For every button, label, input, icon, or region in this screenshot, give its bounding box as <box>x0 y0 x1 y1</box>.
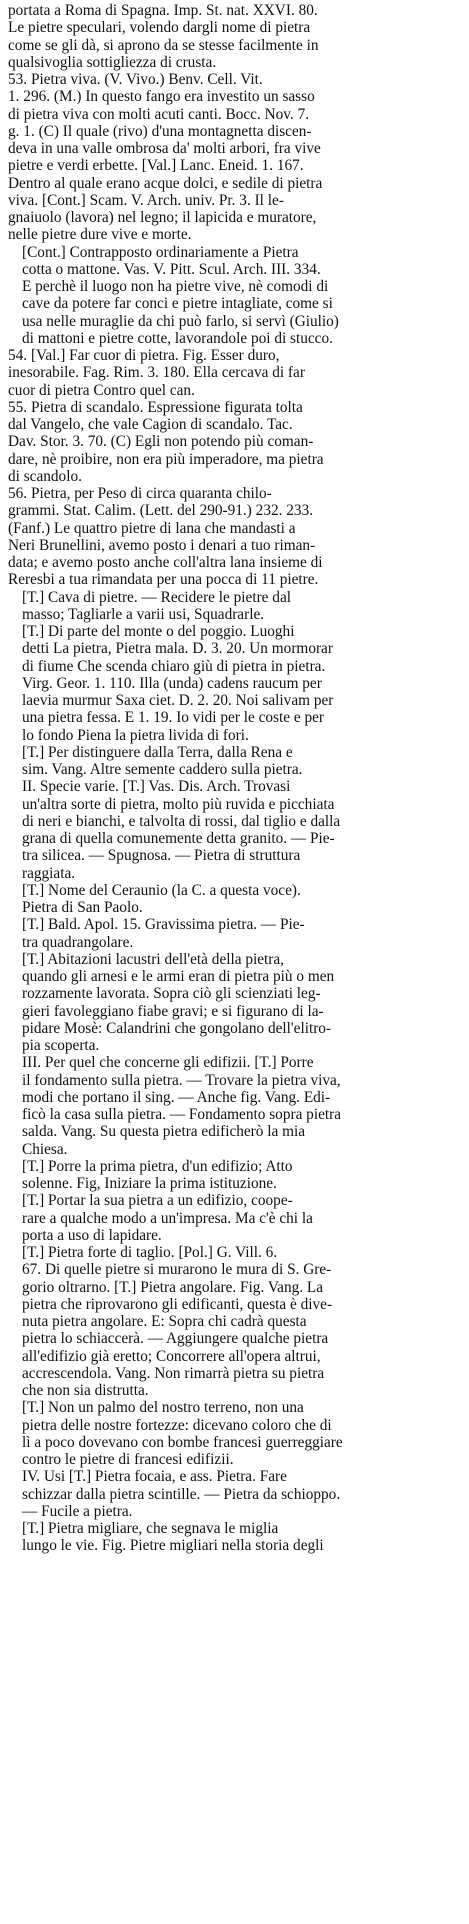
text-line: pietra lo schiaccerà. — Aggiungere qualche pietra <box>22 1330 329 1348</box>
entry-paragraph <box>8 399 462 485</box>
entry-paragraph <box>8 244 462 348</box>
text-line: Reresbi a tua rimandata per una pocca di 11 pietre. <box>8 571 319 589</box>
entry-paragraph <box>8 1468 462 1520</box>
text-line: Le pietre speculari, volendo dargli nome di pietra <box>8 19 311 37</box>
text-line: lo fondo Piena la pietra livida di fori. <box>22 726 249 744</box>
text-line: deva in una valle ombrosa da' molti arbori, fra vive <box>8 140 321 157</box>
text-line: [T.] Pietra migliare, che segnava le miglia <box>22 1520 279 1537</box>
text-line: ficò la casa sulla pietra. — Fondamento sopra pietra <box>22 1106 342 1123</box>
text-line: tra silicea. — Spugnosa. — Pietra di struttura <box>22 847 301 865</box>
text-line: nuta pietra angolare. E: Sopra chi cadrà questa <box>22 1313 307 1330</box>
text-line: lungo le vie. Fig. Pietre migliari nella storia degli <box>22 1537 324 1555</box>
text-line: dal Vangelo, che vale Cagion di scandalo. Tac. <box>8 416 293 433</box>
text-line: rozzamente lavorata. Sopra ciò gli scienziati leg- <box>22 985 321 1003</box>
text-line: pietra delle nostre fortezze: dicevano coloro che di <box>22 1416 332 1434</box>
text-line: Dav. Stor. 3. 70. (C) Egli non potendo più coman- <box>8 433 314 451</box>
text-line: Chiesa. <box>22 1140 68 1158</box>
text-line: che non sia distrutta. <box>22 1382 149 1399</box>
entry-paragraph <box>8 778 462 882</box>
text-line: sim. Vang. Altre semente caddero sulla pietra. <box>22 761 303 778</box>
text-line: come se gli dà, si aprono da se stesse facilmente in <box>8 36 319 54</box>
text-line: gnaiuolo (lavora) nel legno; il lapicida e muratore, <box>8 209 317 226</box>
text-line: [T.] Pietra forte di taglio. [Pol.] G. Vill. 6. <box>22 1244 278 1261</box>
text-line: IV. Usi [T.] Pietra focaia, e ass. Pietra. Fare <box>22 1468 287 1486</box>
entry-paragraph <box>8 347 462 399</box>
text-line: grana di quella comunemente detta granito. — Pie- <box>22 830 335 847</box>
text-line: portata a Roma di Spagna. Imp. St. nat. XXVI. 80. <box>8 2 318 19</box>
text-line: 53. Pietra viva. (V. Vivo.) Benv. Cell. Vit. <box>8 71 263 88</box>
text-line: [Cont.] Contrapposto ordinariamente a Pietra <box>22 243 299 261</box>
entry-paragraph <box>8 882 462 917</box>
entry-paragraph <box>8 951 462 1055</box>
entry-paragraph <box>8 744 462 779</box>
text-line: nelle pietre dure vive e morte. <box>8 226 192 244</box>
text-line: 54. [Val.] Far cuor di pietra. Fig. Esser duro, <box>8 347 280 364</box>
entry-paragraph <box>8 2 462 71</box>
text-line: 55. Pietra di scandalo. Espressione figurata tolta <box>8 398 303 416</box>
text-line: accrescendola. Vang. Non rimarrà pietra su pietra <box>22 1364 325 1382</box>
text-line: masso; Tagliarle a varii usi, Squadrarle. <box>22 605 265 623</box>
text-line: schizzar dalla pietra scintille. — Pietra da schioppo. <box>22 1485 341 1503</box>
text-line: [T.] Bald. Apol. 15. Gravissima pietra. — Pie- <box>22 916 305 934</box>
text-line: di pietra viva con molti acuti canti. Bocc. Nov. 7. <box>8 105 310 123</box>
text-line: il fondamento sulla pietra. — Trovare la pietra viva, <box>22 1071 341 1089</box>
text-line: di neri e bianchi, e talvolta di rossi, dal tiglio e dalla <box>22 812 341 830</box>
entry-paragraph <box>8 589 462 624</box>
text-line: tra quadrangolare. <box>22 933 134 951</box>
entry-paragraph <box>8 1399 462 1468</box>
text-line: pia scoperta. <box>22 1037 100 1054</box>
text-line: detti La pietra, Pietra mala. D. 3. 20. Un mormorar <box>22 640 333 658</box>
text-line: usa nelle muraglie da chi può farlo, si servì (Giulio) <box>22 312 339 330</box>
text-line: gorio oltrarno. [T.] Pietra angolare. Fig. Vang. La <box>22 1278 324 1296</box>
entry-paragraph <box>8 485 462 589</box>
text-line: raggiata. <box>22 864 76 882</box>
text-line: rare a qualche modo a un'impresa. Ma c'è chi la <box>22 1209 313 1227</box>
text-line: un'altra sorte di pietra, molto più ruvida e picchiata <box>22 795 335 813</box>
text-line: pietra che riprovarono gli edificanti, questa è dive- <box>22 1295 333 1313</box>
text-line: 67. Di quelle pietre si murarono le mura di S. Gre- <box>22 1261 332 1279</box>
entry-paragraph <box>8 1244 462 1399</box>
text-line: E perchè il luogo non ha pietre vive, nè comodi di <box>22 278 329 295</box>
text-line: 56. Pietra, per Peso di circa quaranta chilo- <box>8 485 272 502</box>
text-line: qualsivoglia sottigliezza di crusta. <box>8 53 217 71</box>
text-line: cuor di pietra Contro quel can. <box>8 381 195 399</box>
entry-paragraph <box>8 623 462 744</box>
text-line: cave da potere far conci e pietre intagliate, come si <box>22 295 333 313</box>
text-line: Pietra di San Paolo. <box>22 899 143 916</box>
text-line: pidare Mosè: Calandrini che gongolano dell'elitro- <box>22 1019 332 1037</box>
text-line: [T.] Abitazioni lacustri dell'età della pietra, <box>22 950 284 968</box>
text-line: cotta o mattone. Vas. V. Pitt. Scul. Arch. III. 334. <box>22 260 321 278</box>
text-line: Virg. Geor. 1. 110. Illa (unda) cadens raucum per <box>22 674 322 692</box>
text-line: di scandolo. <box>8 467 82 485</box>
text-line: quando gli arnesi e le armi eran di pietra più o men <box>22 968 335 985</box>
text-line: inesorabile. Fag. Rim. 3. 180. Ella cercava di far <box>8 364 305 382</box>
text-line: [T.] Per distinguere dalla Terra, dalla Rena e <box>22 743 293 761</box>
entry-paragraph <box>8 1054 462 1158</box>
entry-paragraph <box>8 1158 462 1193</box>
text-line: dare, nè proibire, non era più imperadore, ma pietra <box>8 450 324 468</box>
text-line: (Fanf.) Le quattro pietre di lana che mandasti a <box>8 519 296 537</box>
text-line: grammi. Stat. Calim. (Lett. del 290-91.) 232. 233. <box>8 502 314 520</box>
text-line: [T.] Portar la sua pietra a un edifizio, coope- <box>22 1192 293 1210</box>
text-line: [T.] Nome del Ceraunio (la C. a questa voce). <box>22 881 301 899</box>
text-line: III. Per quel che concerne gli edifizii. [T.] Porre <box>22 1054 314 1072</box>
text-line: gieri favoleggiano fiabe gravi; e si figurano di la- <box>22 1002 324 1020</box>
text-line: [T.] Non un palmo del nostro terreno, non una <box>22 1399 304 1417</box>
text-line: salda. Vang. Su questa pietra edificherò la mia <box>22 1123 306 1141</box>
text-line: una pietra fessa. E 1. 19. Io vidi per le coste e per <box>22 709 325 727</box>
text-line: g. 1. (C) Il quale (rivo) d'una montagnetta discen- <box>8 122 312 140</box>
text-line: contro le pietre di francesi edifizii. <box>22 1451 234 1468</box>
text-line: viva. [Cont.] Scam. V. Arch. univ. Pr. 3. Il le- <box>8 191 284 209</box>
entry-paragraph <box>8 1192 462 1244</box>
text-line: data; e avemo posto anche coll'altra lana insieme di <box>8 554 323 571</box>
text-line: [T.] Di parte del monte o del poggio. Luoghi <box>22 623 295 640</box>
text-line: modi che portano il sing. — Anche fig. Vang. Edi- <box>22 1088 331 1106</box>
text-line: Dentro al quale erano acque dolci, e sedile di pietra <box>8 174 323 192</box>
text-line: — Fucile a pietra. <box>22 1502 133 1520</box>
text-line: lì a poco dovevano con bombe francesi guerreggiare <box>22 1433 343 1451</box>
text-line: II. Specie varie. [T.] Vas. Dis. Arch. Trovasi <box>22 778 291 796</box>
text-line: di mattoni e pietre cotte, lavorandole poi di stucco. <box>22 329 333 347</box>
text-line: di fiume Che scenda chiaro giù di pietra in pietra. <box>22 657 326 675</box>
text-line: 1. 296. (M.) In questo fango era investito un sasso <box>8 88 315 106</box>
entry-paragraph <box>8 1520 462 1555</box>
text-line: laevia murmur Saxa ciet. D. 2. 20. Noi salivam per <box>22 692 334 709</box>
entry-paragraph <box>8 71 462 244</box>
text-line: [T.] Cava di pietre. — Recidere le pietre dal <box>22 588 291 606</box>
text-line: [T.] Porre la prima pietra, d'un edifizio; Atto <box>22 1157 293 1175</box>
text-line: porta a uso di lapidare. <box>22 1226 162 1244</box>
text-line: all'edifizio già eretto; Concorrere all'opera altrui, <box>22 1347 321 1365</box>
text-line: Neri Brunellini, avemo posto i denari a tuo riman- <box>8 536 316 554</box>
entry-paragraph <box>8 916 462 951</box>
text-line: pietre e verdi erbette. [Val.] Lanc. Eneid. 1. 167. <box>8 157 304 175</box>
text-line: solenne. Fig, Iniziare la prima istituzione. <box>22 1175 277 1192</box>
